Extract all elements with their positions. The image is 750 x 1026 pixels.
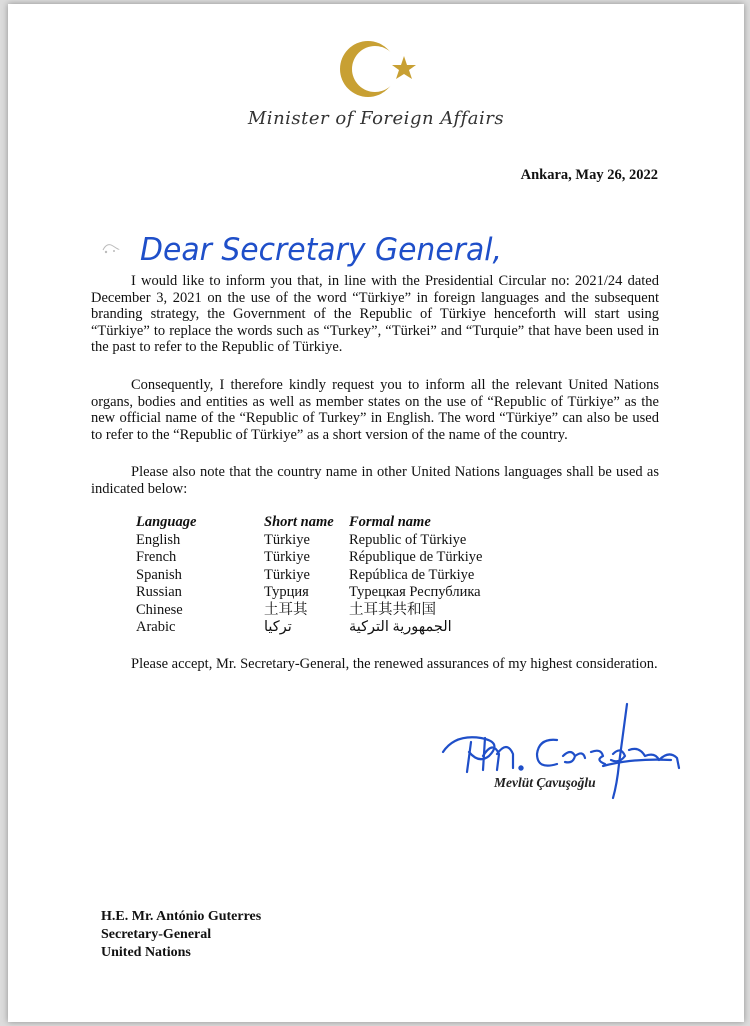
recipient-title: Secretary-General <box>101 927 212 942</box>
letter-page <box>8 4 744 1022</box>
table-row <box>136 619 482 637</box>
header-formal-name: Formal name <box>349 514 431 530</box>
cell-language: Russian <box>136 584 182 600</box>
paragraph-1: I would like to inform you that, in line with the Presidential Circular no: 2021/24 dated December 3, 2021 on the use of the word “Türkiye” in foreign languages and the subsequent branding strategy, the Government of the Republic of Türkiye henceforth will start using “Türkiye” to replace the words such as “Turkey”, “Türkei” and “Turquie” that have been used in the past to refer to the Republic of Türkiye. <box>91 273 659 355</box>
cell-formal-name: Republic of Türkiye <box>349 531 467 548</box>
cell-short-name: Türkiye <box>264 566 310 583</box>
handwritten-salutation <box>136 224 516 274</box>
recipient-organization: United Nations <box>101 945 191 960</box>
letter-date: Ankara, May 26, 2022 <box>520 167 658 183</box>
cell-formal-name: 土耳其共和国 <box>349 601 436 618</box>
table-row <box>136 584 482 602</box>
paragraph-2: Consequently, I therefore kindly request you to inform all the relevant United Nations organs, bodies and entities as well as member states on the use of “Republic of Türkiye” as the new official name of the “Republic of Turkey” in English. The word “Türkiye” can also be used to refer to the “Republic of Türkiye” as a short version of the name of the country. <box>91 377 659 443</box>
table-row <box>136 567 482 585</box>
table-header-row <box>136 514 482 532</box>
cell-formal-name: Турецкая Республика <box>349 584 481 600</box>
cell-language: French <box>136 549 177 565</box>
cell-short-name: 土耳其 <box>264 601 308 618</box>
paragraph-3: Please also note that the country name in other United Nations languages shall be used as indicated below: <box>91 464 659 497</box>
cell-language: Arabic <box>136 619 176 635</box>
faint-mark-icon <box>101 240 121 256</box>
cell-short-name: تركيا <box>264 619 292 635</box>
cell-short-name: Türkiye <box>264 549 310 565</box>
country-name-table <box>136 514 482 637</box>
cell-language: Chinese <box>136 601 183 618</box>
salutation-text: Dear Secretary General, <box>140 232 502 268</box>
table-row <box>136 549 482 567</box>
cell-short-name: Турция <box>264 584 309 600</box>
header-short-name: Short name <box>264 514 334 530</box>
recipient-name: H.E. Mr. António Guterres <box>101 909 262 924</box>
table-row <box>136 602 482 620</box>
crescent-and-star-icon <box>330 36 422 100</box>
cell-short-name: Türkiye <box>264 531 310 548</box>
cell-language: English <box>136 531 181 548</box>
ministry-title: Minister of Foreign Affairs <box>247 108 505 129</box>
cell-formal-name: República de Türkiye <box>349 566 475 583</box>
table-row <box>136 532 482 550</box>
signer-name: Mevlüt Çavuşoğlu <box>494 775 596 790</box>
cell-formal-name: الجمهورية التركية <box>349 619 452 635</box>
recipient-block <box>101 908 261 962</box>
closing-paragraph: Please accept, Mr. Secretary-General, the renewed assurances of my highest consideration. <box>131 656 658 672</box>
header-language: Language <box>136 514 197 530</box>
cell-language: Spanish <box>136 566 182 583</box>
cell-formal-name: République de Türkiye <box>349 549 483 565</box>
